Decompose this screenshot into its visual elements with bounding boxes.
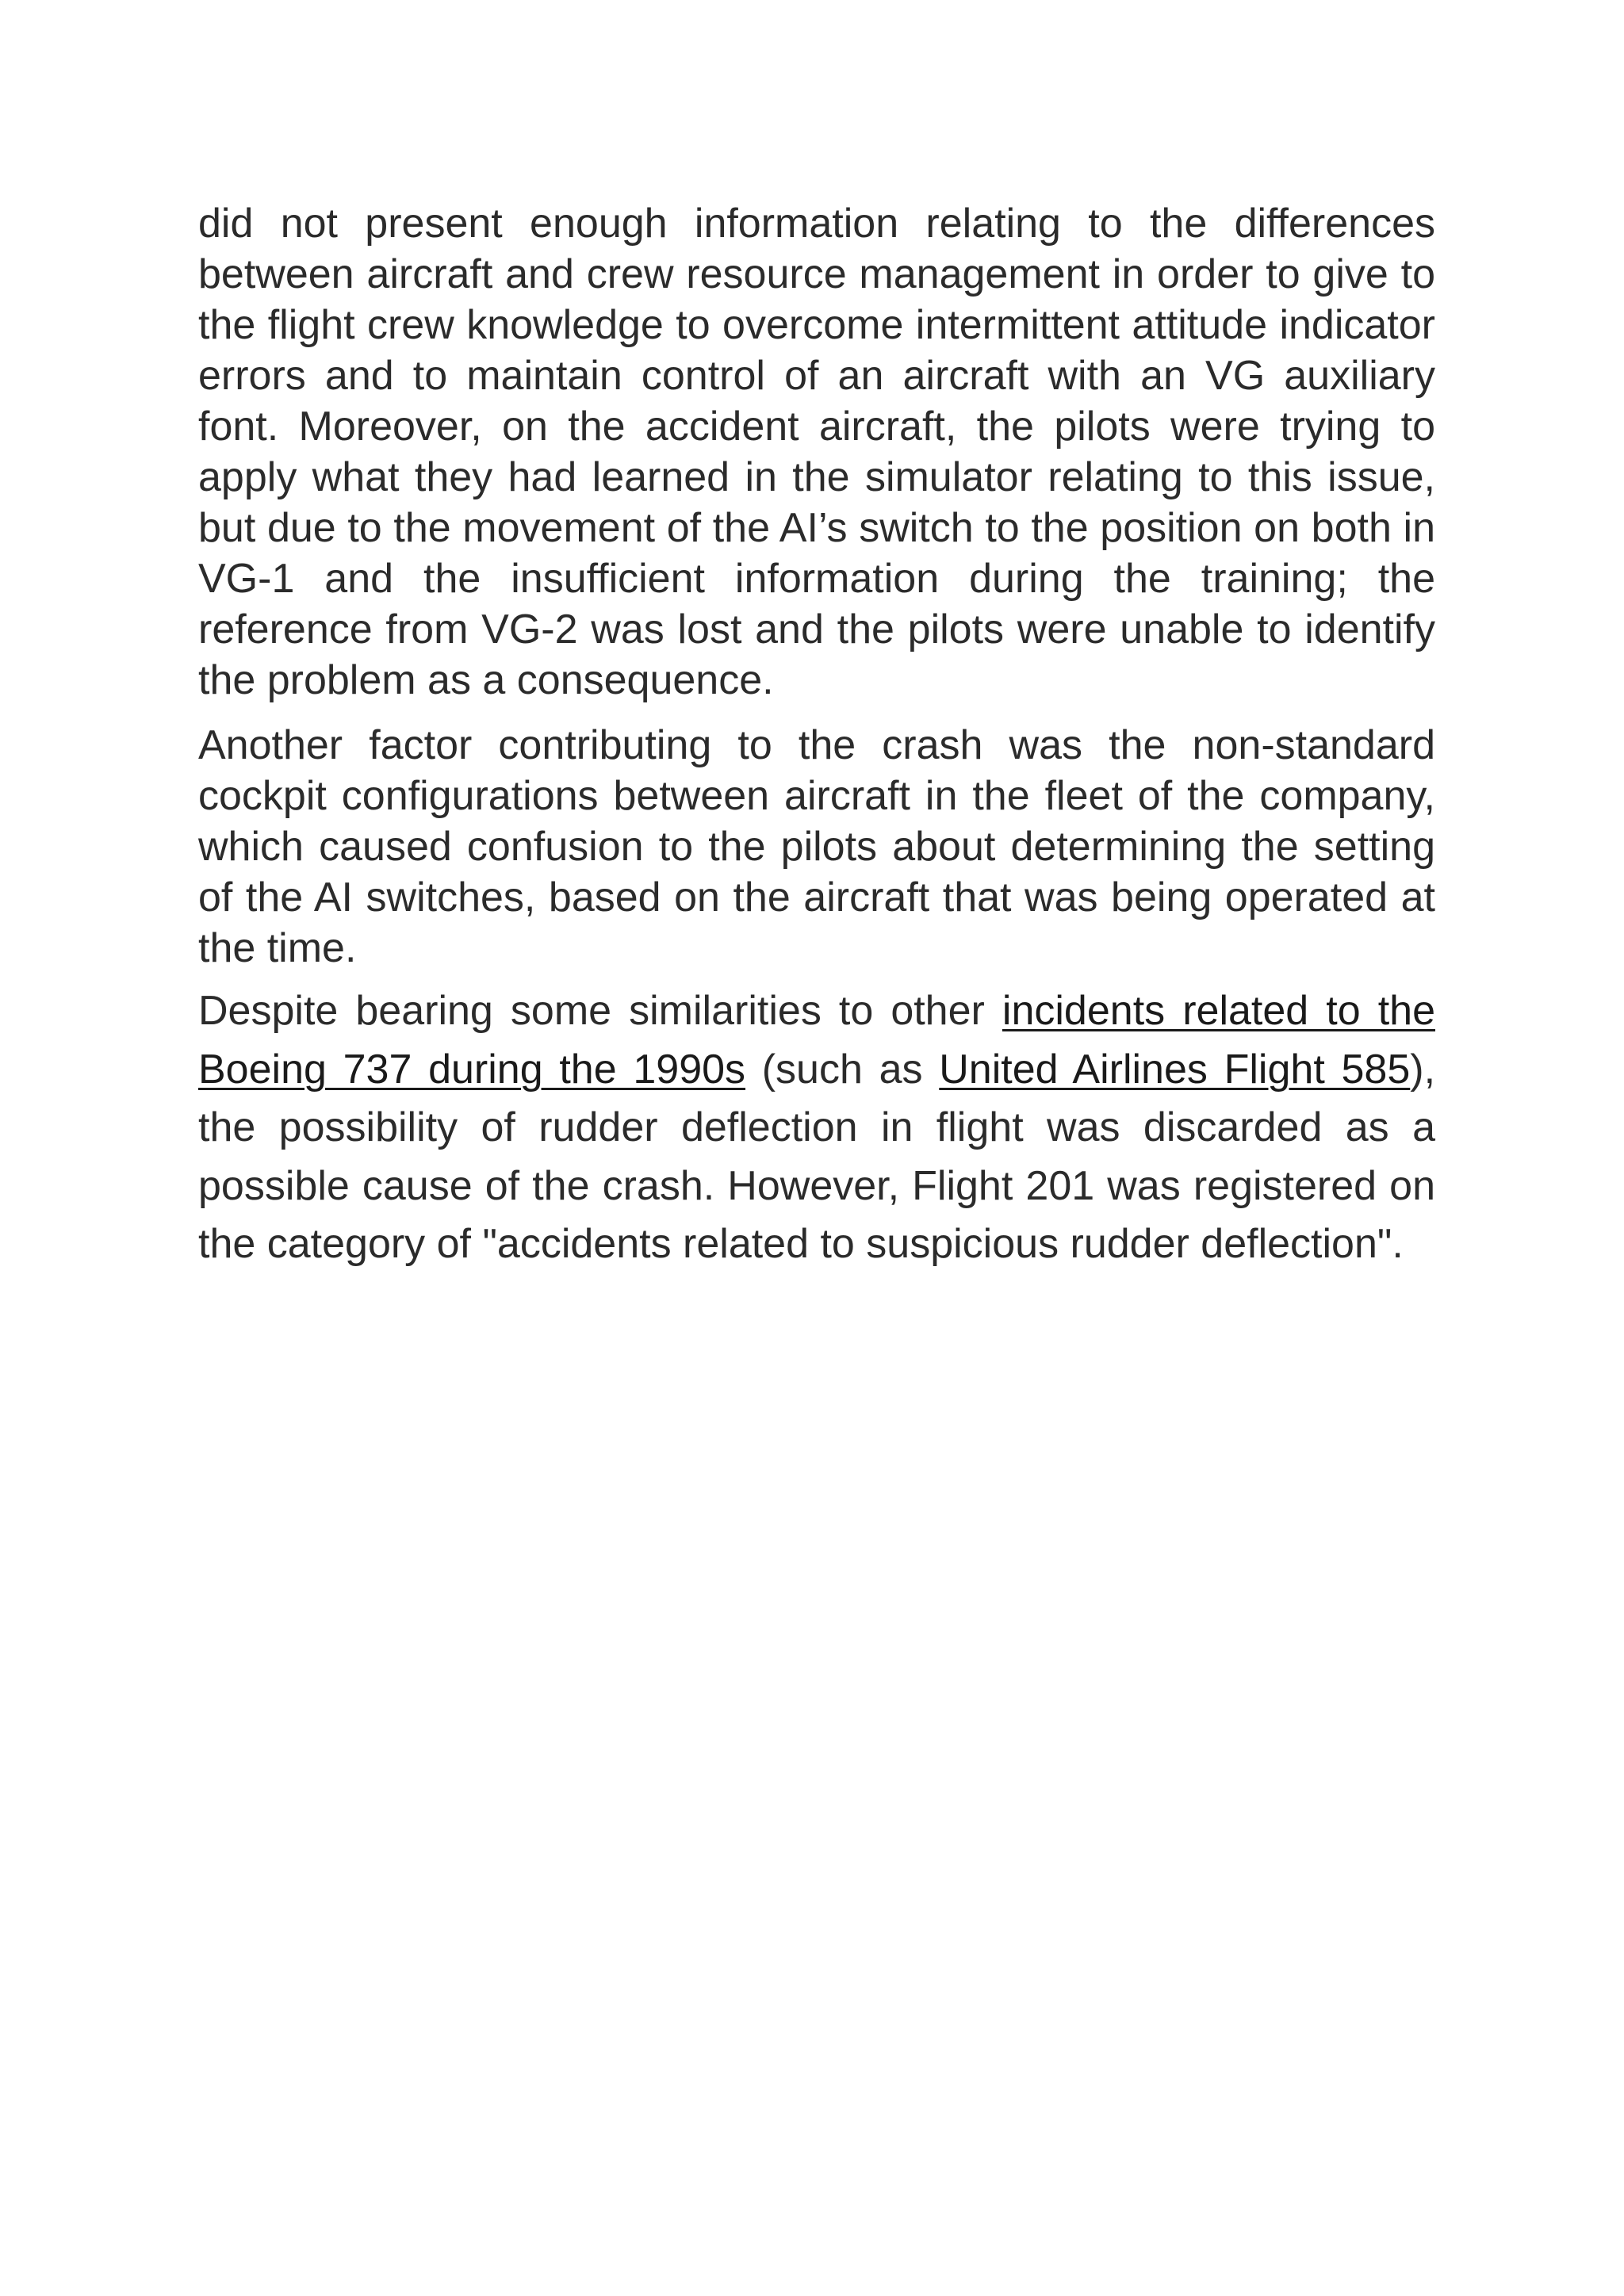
paragraph-attitude-indicator-training: did not present enough information relating to the differences between aircraft and crew resource management in order to give to the flight crew knowledge to overcome intermittent attitude indicator errors and to maintain control of an aircraft with an VG auxiliary font. Moreover, on the accident aircraft, the pilots were trying to apply what they had learned in the simulator relating to this issue, but due to the movement of the AI’s switch to the position on both in VG-1 and the insufficient information during the training; the reference from VG-2 was lost and the pilots were unable to identify the problem as a consequence.	[198, 201, 1435, 703]
paragraph-cockpit-configurations: Another factor contributing to the crash was the non-standard cockpit configurations between aircraft in the fleet of the company, which caused confusion to the pilots about determining the setting of the AI switches, based on the aircraft that was being operated at the time.	[198, 722, 1435, 971]
paragraph-text-segment: (such as	[745, 1046, 940, 1093]
paragraph-text-segment: Despite bearing some similarities to other	[198, 988, 1002, 1034]
paragraph-rudder-deflection	[198, 982, 1435, 1274]
link-boeing-737-incidents[interactable]: incidents related to the Boeing 737 during the 1990s	[198, 988, 1435, 1093]
document-page	[198, 198, 1435, 1274]
link-united-airlines-flight-585[interactable]: United Airlines Flight 585	[939, 1046, 1411, 1093]
paragraph-text-segment: ), the possibility of rudder deflection in flight was discarded as a possible cause of the crash. However, Flight 201 was registered on the category of "accidents related to suspicious rudder deflection".	[198, 1046, 1436, 1267]
